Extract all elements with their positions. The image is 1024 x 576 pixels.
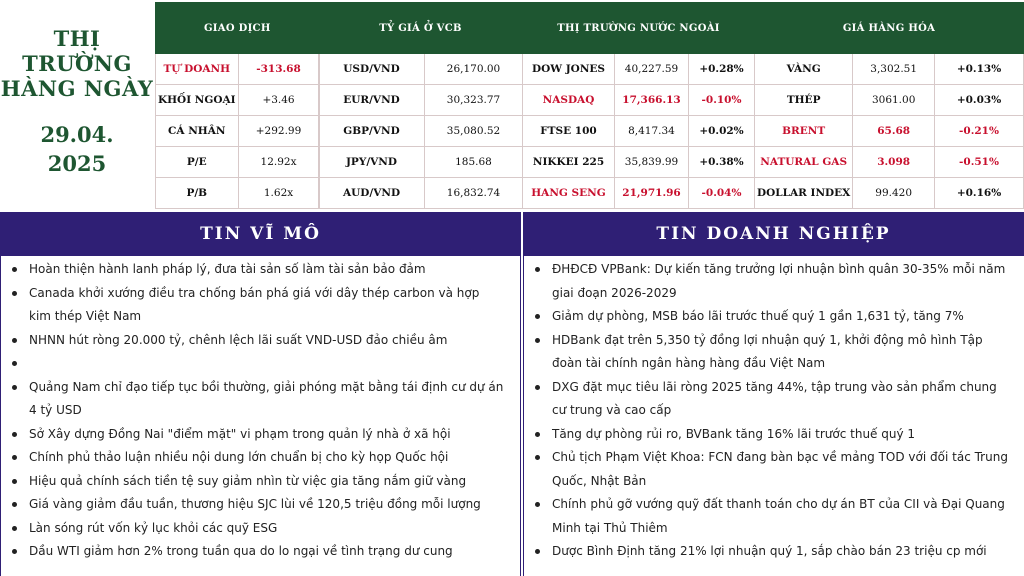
macro-news-header: TIN VĨ MÔ	[0, 212, 521, 256]
index-name: NIKKEI 225	[523, 147, 615, 178]
news-item: NHNN hút ròng 20.000 tỷ, chênh lệch lãi suất VND-USD đảo chiều âm	[29, 329, 504, 353]
fx-rate: 26,170.00	[425, 54, 523, 85]
fx-pair: GBP/VND	[319, 116, 425, 147]
commodity-change: +0.16%	[935, 178, 1024, 209]
commodity-name: THÉP	[755, 85, 853, 116]
news-item: HDBank đạt trên 5,350 tỷ đồng lợi nhuận quý 1, khởi động mô hình Tập đoàn tài chính ngân hàng hàng đầu Việt Nam	[552, 329, 1010, 376]
page-title-line1: THỊ TRƯỜNG	[22, 26, 132, 76]
fx-row	[319, 116, 523, 147]
trading-row	[156, 116, 320, 147]
commodity-value: 99.420	[853, 178, 935, 209]
index-change: -0.10%	[689, 85, 755, 116]
commodity-name: VÀNG	[755, 54, 853, 85]
fx-pair: AUD/VND	[319, 178, 425, 209]
news-item: Hoàn thiện hành lanh pháp lý, đưa tài sản số làm tài sản bảo đảm	[29, 258, 504, 282]
trading-row	[156, 85, 320, 116]
report-date-line2: 2025	[47, 151, 107, 176]
trading-table	[155, 2, 320, 209]
commodity-row	[755, 178, 1024, 209]
index-value: 21,971.96	[615, 178, 689, 209]
fx-row	[319, 178, 523, 209]
commodity-row	[755, 85, 1024, 116]
news-item: ĐHĐCĐ VPBank: Dự kiến tăng trưởng lợi nhuận bình quân 30-35% mỗi năm giai đoạn 2026-2029	[552, 258, 1010, 305]
commodity-name: DOLLAR INDEX	[755, 178, 853, 209]
trading-label: CÁ NHÂN	[156, 116, 239, 147]
title-block	[0, 0, 154, 212]
fx-pair: JPY/VND	[319, 147, 425, 178]
news-item: Tăng dự phòng rủi ro, BVBank tăng 16% lãi trước thuế quý 1	[552, 423, 1010, 447]
foreign-market-row	[523, 54, 755, 85]
news-item: Dầu WTI giảm hơn 2% trong tuần qua do lo ngại về tình trạng dư cung	[29, 540, 504, 564]
trading-value: 1.62x	[238, 178, 319, 209]
corporate-news-panel	[523, 256, 1024, 576]
commodity-value: 3.098	[853, 147, 935, 178]
index-name: NASDAQ	[523, 85, 615, 116]
foreign-market-row	[523, 178, 755, 209]
index-change: -0.04%	[689, 178, 755, 209]
commodities-table	[754, 2, 1024, 209]
index-name: DOW JONES	[523, 54, 615, 85]
fx-pair: EUR/VND	[319, 85, 425, 116]
news-item: Chính phủ thảo luận nhiều nội dung lớn chuẩn bị cho kỳ họp Quốc hội	[29, 446, 504, 470]
commodities-header: GIÁ HÀNG HÓA	[755, 3, 1024, 54]
index-change: +0.38%	[689, 147, 755, 178]
index-name: FTSE 100	[523, 116, 615, 147]
foreign-markets-header: THỊ TRƯỜNG NƯỚC NGOÀI	[523, 3, 755, 54]
trading-value: -313.68	[238, 54, 319, 85]
trading-value: +3.46	[238, 85, 319, 116]
news-item: Chính phủ gỡ vướng quỹ đất thanh toán cho dự án BT của CII và Đại Quang Minh tại Thủ Thiêm	[552, 493, 1010, 540]
page-title-line2: HÀNG NGÀY	[0, 76, 154, 101]
news-item: Chủ tịch Phạm Việt Khoa: FCN đang bàn bạc về mảng TOD với đối tác Trung Quốc, Nhật Bản	[552, 446, 1010, 493]
commodity-name: NATURAL GAS	[755, 147, 853, 178]
index-value: 8,417.34	[615, 116, 689, 147]
fx-rate: 35,080.52	[425, 116, 523, 147]
fx-rate: 185.68	[425, 147, 523, 178]
index-value: 17,366.13	[615, 85, 689, 116]
trading-label: P/B	[156, 178, 239, 209]
trading-label: P/E	[156, 147, 239, 178]
commodity-change: +0.03%	[935, 85, 1024, 116]
index-value: 35,839.99	[615, 147, 689, 178]
news-item: DXG đặt mục tiêu lãi ròng 2025 tăng 44%, tập trung vào sản phẩm chung cư trung và cao cấp	[552, 376, 1010, 423]
foreign-market-row	[523, 147, 755, 178]
news-item: Canada khởi xướng điều tra chống bán phá giá với dây thép carbon và hợp kim thép Việt Nam	[29, 282, 504, 329]
commodity-change: -0.51%	[935, 147, 1024, 178]
foreign-market-row	[523, 85, 755, 116]
index-change: +0.28%	[689, 54, 755, 85]
fx-row	[319, 85, 523, 116]
trading-header: GIAO DỊCH	[156, 3, 320, 54]
fx-rate: 16,832.74	[425, 178, 523, 209]
corporate-news-header: TIN DOANH NGHIỆP	[523, 212, 1024, 256]
commodity-change: -0.21%	[935, 116, 1024, 147]
news-item: Giảm dự phòng, MSB báo lãi trước thuế quý 1 gần 1,631 tỷ, tăng 7%	[552, 305, 1010, 329]
index-change: +0.02%	[689, 116, 755, 147]
trading-row	[156, 147, 320, 178]
news-item: Hiệu quả chính sách tiền tệ suy giảm nhìn từ việc gia tăng nắm giữ vàng	[29, 470, 504, 494]
fx-rate: 30,323.77	[425, 85, 523, 116]
corporate-news-list	[552, 258, 1010, 564]
news-item: Sở Xây dựng Đồng Nai "điểm mặt" vi phạm trong quản lý nhà ở xã hội	[29, 423, 504, 447]
commodity-row	[755, 116, 1024, 147]
news-item	[29, 352, 504, 376]
trading-row	[156, 54, 320, 85]
trading-value: +292.99	[238, 116, 319, 147]
macro-news-panel	[0, 256, 521, 576]
news-item: Dược Bình Định tăng 21% lợi nhuận quý 1, sắp chào bán 23 triệu cp mới	[552, 540, 1010, 564]
fx-table	[318, 2, 523, 209]
news-item: Quảng Nam chỉ đạo tiếp tục bồi thường, giải phóng mặt bằng tái định cư dự án 4 tỷ USD	[29, 376, 504, 423]
fx-row	[319, 54, 523, 85]
commodity-change: +0.13%	[935, 54, 1024, 85]
index-name: HANG SENG	[523, 178, 615, 209]
macro-news-list	[29, 258, 504, 564]
commodity-value: 3061.00	[853, 85, 935, 116]
trading-row	[156, 178, 320, 209]
news-item: Giá vàng giảm đầu tuần, thương hiệu SJC lùi về 120,5 triệu đồng mỗi lượng	[29, 493, 504, 517]
trading-label: TỰ DOANH	[156, 54, 239, 85]
commodity-value: 3,302.51	[853, 54, 935, 85]
news-item: Làn sóng rút vốn kỷ lục khỏi các quỹ ESG	[29, 517, 504, 541]
commodity-row	[755, 54, 1024, 85]
foreign-market-row	[523, 116, 755, 147]
index-value: 40,227.59	[615, 54, 689, 85]
report-date-line1: 29.04.	[40, 122, 114, 147]
commodity-name: BRENT	[755, 116, 853, 147]
fx-row	[319, 147, 523, 178]
fx-pair: USD/VND	[319, 54, 425, 85]
fx-header: TỶ GIÁ Ở VCB	[319, 3, 523, 54]
commodity-value: 65.68	[853, 116, 935, 147]
commodity-row	[755, 147, 1024, 178]
trading-label: KHỐI NGOẠI	[156, 85, 239, 116]
trading-value: 12.92x	[238, 147, 319, 178]
foreign-markets-table	[522, 2, 755, 209]
